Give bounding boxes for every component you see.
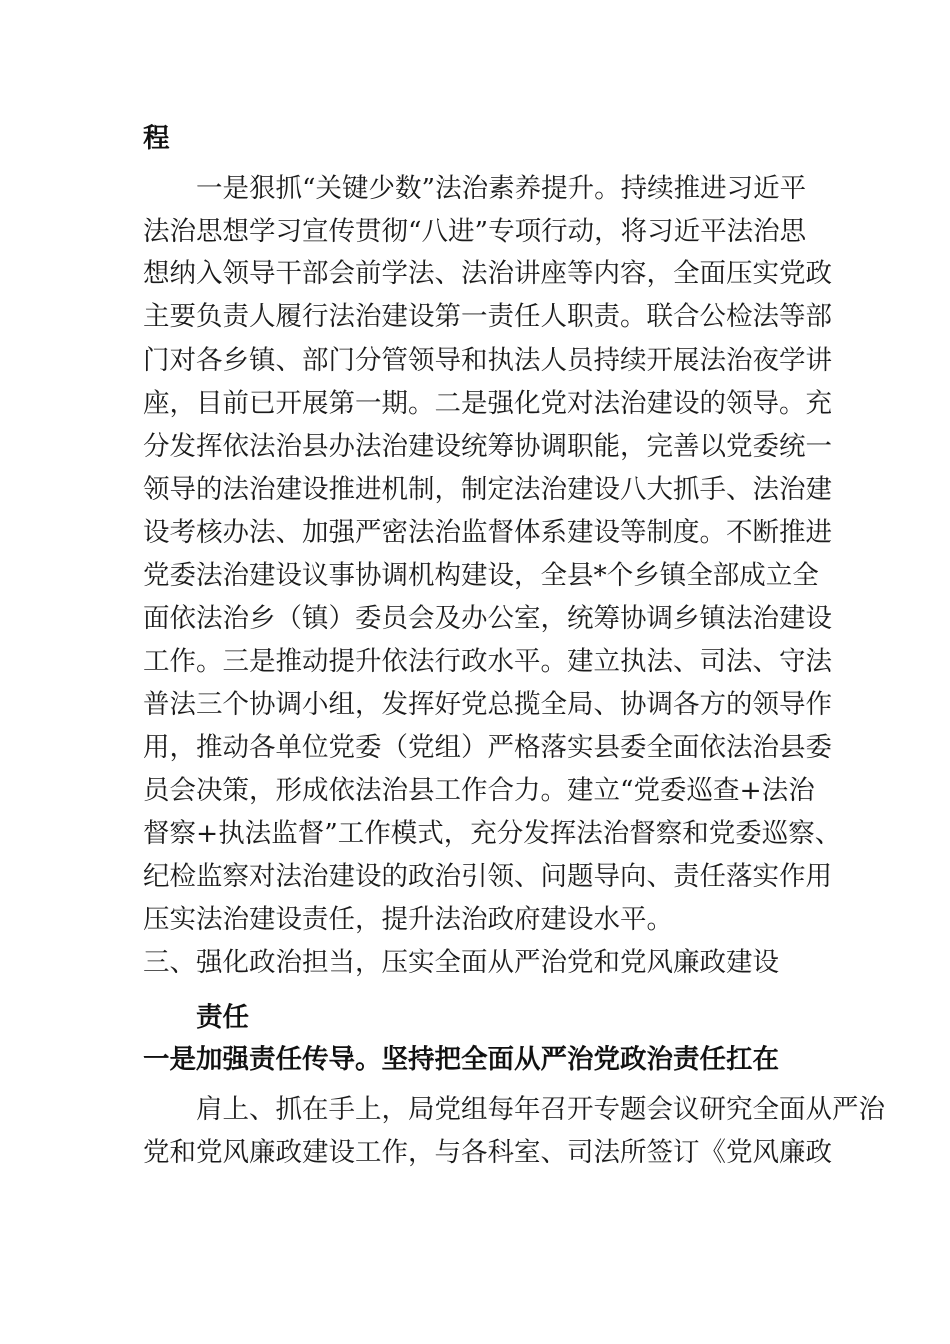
paragraph-line: 想纳入领导干部会前学法、法治讲座等内容，全面压实党政 <box>143 258 832 289</box>
paragraph-line: 肩上、抓在手上，局党组每年召开专题会议研究全面从严治 <box>196 1094 885 1125</box>
paragraph-line: 分发挥依法治县办法治建设统筹协调职能，完善以党委统一 <box>143 431 832 462</box>
paragraph-line: 设考核办法、加强严密法治监督体系建设等制度。不断推进 <box>143 517 832 548</box>
paragraph-line: 门对各乡镇、部门分管领导和执法人员持续开展法治夜学讲 <box>143 345 832 376</box>
paragraph-line: 领导的法治建设推进机制，制定法治建设八大抓手、法治建 <box>143 474 832 505</box>
paragraph-line: 一是狠抓“关键少数”法治素养提升。持续推进习近平 <box>196 173 807 204</box>
paragraph-line: 主要负责人履行法治建设第一责任人职责。联合公检法等部 <box>143 301 832 332</box>
section-heading-continuation: 一是加强责任传导。坚持把全面从严治党政治责任扛在 <box>143 1044 779 1075</box>
paragraph-line: 员会决策，形成依法治县工作合力。建立“党委巡查+法治 <box>143 775 815 806</box>
heading-continuation: 程 <box>143 123 170 154</box>
paragraph-line: 座，目前已开展第一期。二是强化党对法治建设的领导。充 <box>143 388 832 419</box>
paragraph-line: 党委法治建设议事协调机构建设，全县*个乡镇全部成立全 <box>143 560 819 591</box>
paragraph-line: 工作。三是推动提升依法行政水平。建立执法、司法、守法 <box>143 646 832 677</box>
paragraph-line: 法治思想学习宣传贯彻“八进”专项行动，将习近平法治思 <box>143 216 807 247</box>
paragraph-line: 面依法治乡（镇）委员会及办公室，统筹协调乡镇法治建设 <box>143 603 832 634</box>
paragraph-line: 普法三个协调小组，发挥好党总揽全局、协调各方的领导作 <box>143 689 832 720</box>
paragraph-line: 党和党风廉政建设工作，与各科室、司法所签订《党风廉政 <box>143 1137 832 1168</box>
paragraph-line: 三、强化政治担当，压实全面从严治党和党风廉政建设 <box>143 947 779 978</box>
paragraph-line: 纪检监察对法治建设的政治引领、问题导向、责任落实作用 <box>143 861 832 892</box>
paragraph-line: 用，推动各单位党委（党组）严格落实县委全面依法治县委 <box>143 732 832 763</box>
section-heading: 责任 <box>196 1002 249 1033</box>
paragraph-line: 督察+执法监督”工作模式，充分发挥法治督察和党委巡察、 <box>143 818 842 849</box>
paragraph-line: 压实法治建设责任，提升法治政府建设水平。 <box>143 904 673 935</box>
